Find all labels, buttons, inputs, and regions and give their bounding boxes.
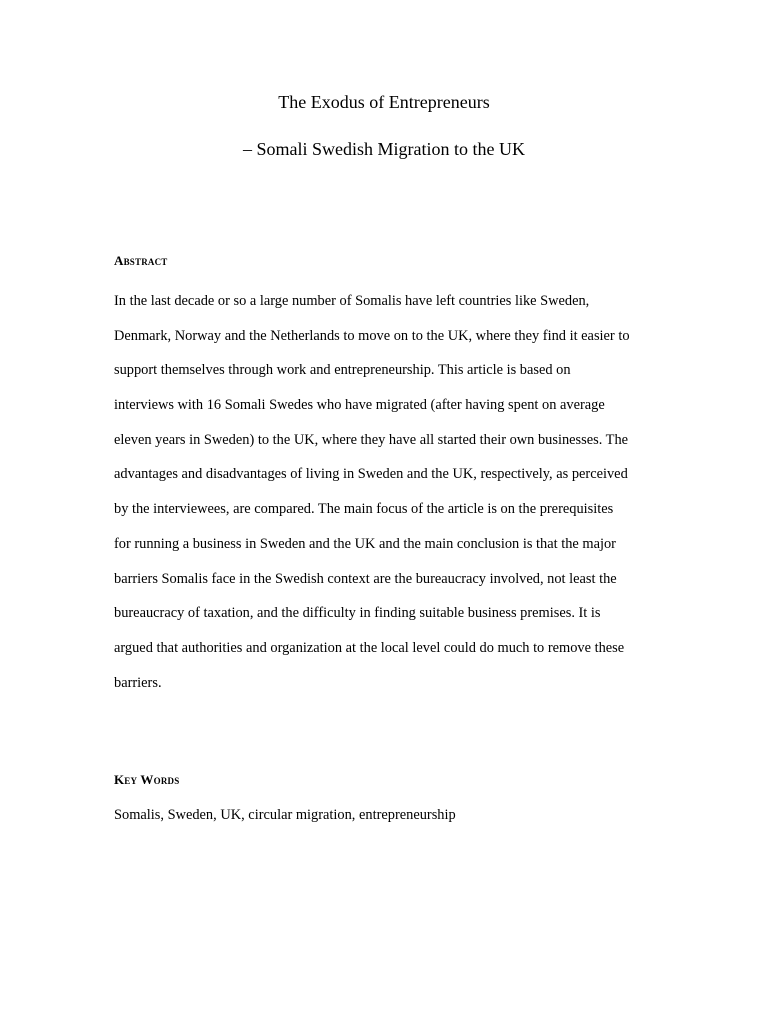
abstract-line: interviews with 16 Somali Swedes who have migrated (after having spent on average	[114, 397, 605, 414]
abstract-line: argued that authorities and organization at the local level could do much to remove these	[114, 639, 625, 656]
abstract-line: support themselves through work and entrepreneurship. This article is based on	[114, 362, 571, 379]
abstract-line: bureaucracy of taxation, and the difficulty in finding suitable business premises. It is	[114, 605, 601, 622]
abstract-line: barriers Somalis face in the Swedish context are the bureaucracy involved, not least the	[114, 570, 617, 587]
keywords-heading: Key Words	[114, 772, 180, 787]
abstract-heading: Abstract	[114, 253, 168, 268]
abstract-line: by the interviewees, are compared. The main focus of the article is on the prerequisites	[114, 501, 614, 518]
abstract-line: barriers.	[114, 674, 162, 691]
abstract-line: for running a business in Sweden and the UK and the main conclusion is that the major	[114, 535, 616, 552]
abstract-line: advantages and disadvantages of living in Sweden and the UK, respectively, as perceived	[114, 466, 628, 483]
keywords-list: Somalis, Sweden, UK, circular migration, entrepreneurship	[114, 807, 456, 823]
abstract-line: In the last decade or so a large number of Somalis have left countries like Sweden,	[114, 293, 590, 309]
paper-subtitle: – Somali Swedish Migration to the UK	[243, 139, 525, 159]
abstract-paragraph	[114, 284, 674, 700]
abstract-line: eleven years in Sweden) to the UK, where they have all started their own businesses. The	[114, 431, 629, 448]
abstract-line: Denmark, Norway and the Netherlands to move on to the UK, where they find it easier to	[114, 327, 630, 344]
paper-title: The Exodus of Entrepreneurs	[278, 92, 490, 112]
